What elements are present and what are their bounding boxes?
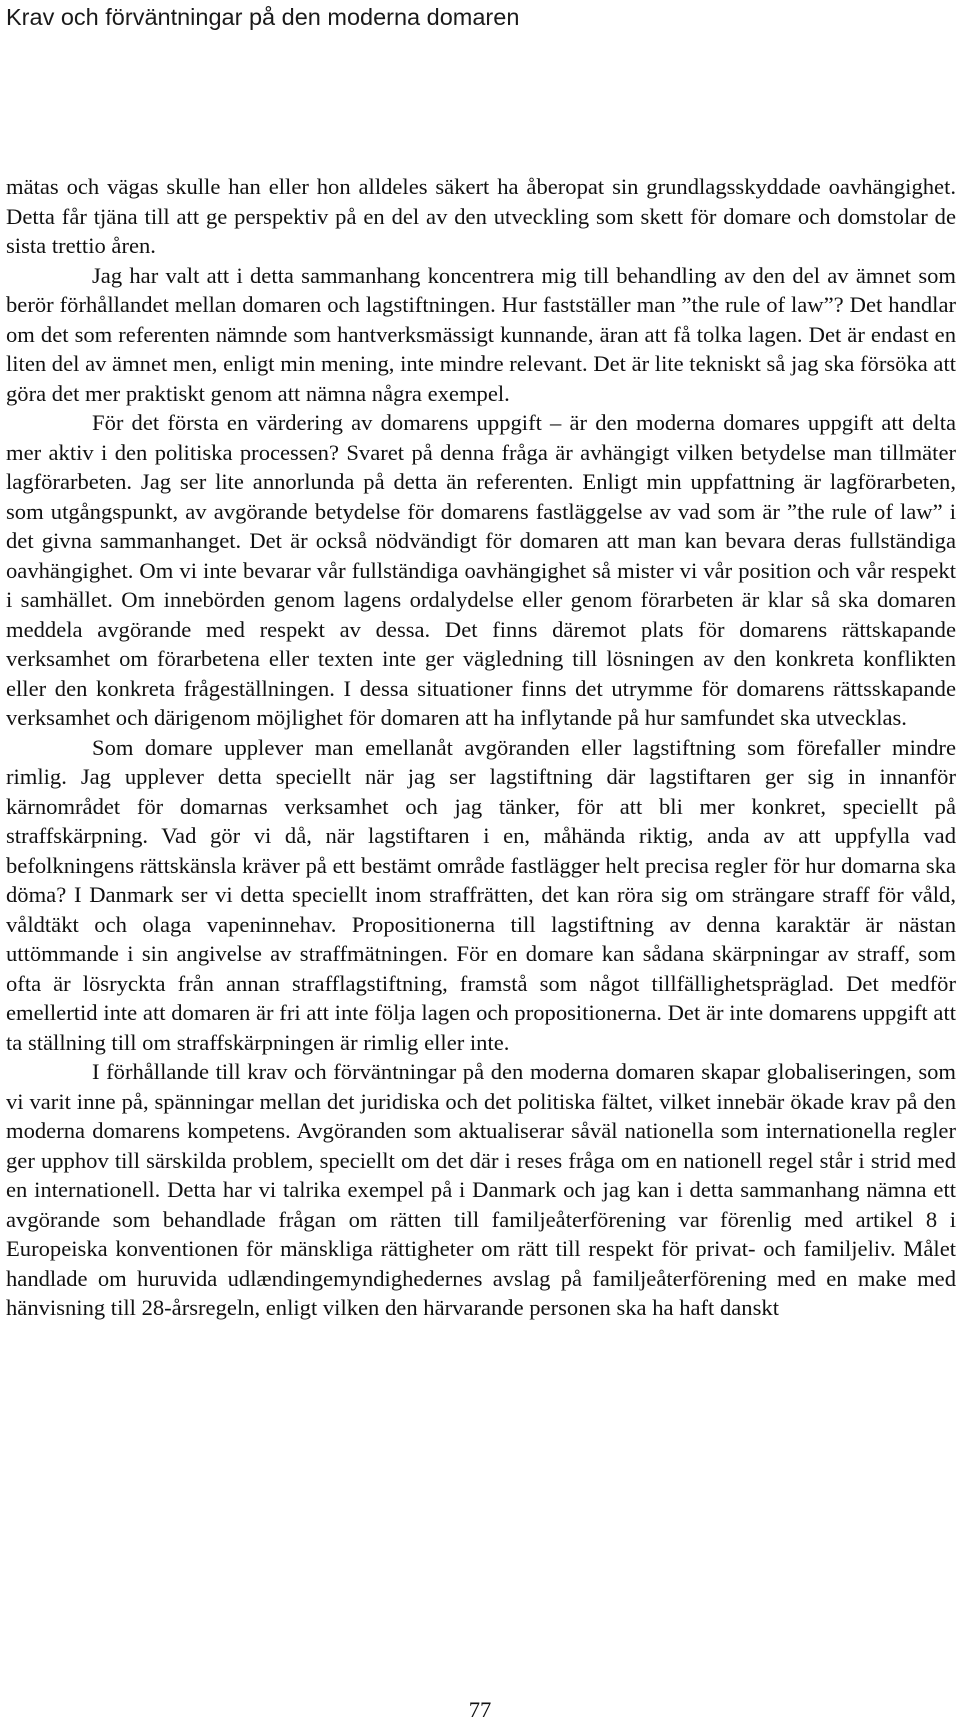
- paragraph: Jag har valt att i detta sammanhang koncentrera mig till behandling av den del av ämnet som berör förhållandet mellan domaren och lagstiftningen. Hur fastställer man ”the rule of law”? Det handlar om det som referenten nämnde som hantverksmässigt kunnande, äran att få tolka lagen. Det är endast en liten del av ämnet men, enligt min mening, inte mindre relevant. Det är lite tekniskt så jag ska försöka att göra det mer praktiskt genom att nämna några exempel.: [6, 262, 956, 406]
- paragraph: mätas och vägas skulle han eller hon alldeles säkert ha åberopat sin grundlagsskyddade oavhängighet. Detta får tjäna till att ge perspektiv på en del av den utveckling som skett för domare och domstolar de sista trettio åren.: [6, 174, 956, 258]
- paragraph: Som domare upplever man emellanåt avgöranden eller lagstiftning som förefaller mindre rimlig. Jag upplever detta speciellt när jag ser lagstiftning där lagstiftaren ger sig in innanför kärnområdet för domarnas verksamhet och jag tänker, för att bli mer konkret, speciellt på straffskärpning. Vad gör vi då, när lagstiftaren i en, måhända riktig, anda av att uppfylla vad befolkningens rättskänsla kräver på ett bestämt område fastlägger helt precisa regler för hur domarna ska döma? I Danmark ser vi detta speciellt inom straffrätten, det kan röra sig om strängare straff för våld, våldtäkt och olaga vapeninnehav. Propositionerna till lagstiftning av denna karaktär är nästan uttömmande i sin angivelse av straffmätningen. För en domare kan sådana skärpningar av straff, som ofta är lösryckta från annan strafflagstiftning, framstå som något tillfällighetspräglad. Det medför emellertid inte att domaren är fri att inte följa lagen och propositionerna. Det är inte domarens uppgift att ta ställning till om straffskärpningen är rimlig eller inte.: [6, 734, 956, 1055]
- page-number: 77: [468, 1697, 492, 1722]
- running-header: Krav och förväntningar på den moderna domaren: [6, 4, 520, 30]
- body-text: [6, 172, 956, 1323]
- paragraph: I förhållande till krav och förväntningar på den moderna domaren skapar globaliseringen, som vi varit inne på, spänningar mellan det juridiska och det politiska fältet, vilket innebär ökade krav på den moderna domarens kompetens. Avgöranden som aktualiserar såväl nationella som internationella regler ger upphov till särskilda problem, speciellt om det där i reses fråga om en nationell regel står i strid med en internationell. Detta har vi talrika exempel på i Danmark och jag kan i detta sammanhang nämna ett avgörande som behandlade frågan om rätten till familjeåterförening var förenlig med artikel 8 i Europeiska konventionen för mänskliga rättigheter om rätt till respekt för privat- och familjeliv. Målet handlade om huruvida udlændingemyndighedernes avslag på familjeåterförening med en make med hänvisning till 28-årsregeln, enligt vilken den härvarande personen ska ha haft danskt: [6, 1059, 956, 1320]
- paragraph: För det första en värdering av domarens uppgift – är den moderna domares uppgift att delta mer aktiv i den politiska processen? Svaret på denna fråga är avhängigt vilken betydelse man tillmäter lagförarbeten. Jag ser lite annorlunda på detta än referenten. Enligt min uppfattning är lagförarbeten, som utgångspunkt, av avgörande betydelse för domarens fastläggelse av vad som är ”the rule of law” i det givna sammanhanget. Det är också nödvändigt för domaren att man kan bevara deras fullständiga oavhängighet. Om vi inte bevarar vår fullständiga oavhängighet så mister vi vår position och vår respekt i samhället. Om innebörden genom lagens ordalydelse eller genom förarbeten är klar så ska domaren meddela avgörande med respekt av dessa. Det finns däremot plats för domarens rättskapande verksamhet om förarbetena eller texten inte ger vägledning till lösningen av den konkreta konflikten eller den konkreta frågeställningen. I dessa situationer finns det utrymme för domarens rättsskapande verksamhet och därigenom möjlighet för domaren att ha inflytande på hur samfundet ska utvecklas.: [6, 410, 956, 730]
